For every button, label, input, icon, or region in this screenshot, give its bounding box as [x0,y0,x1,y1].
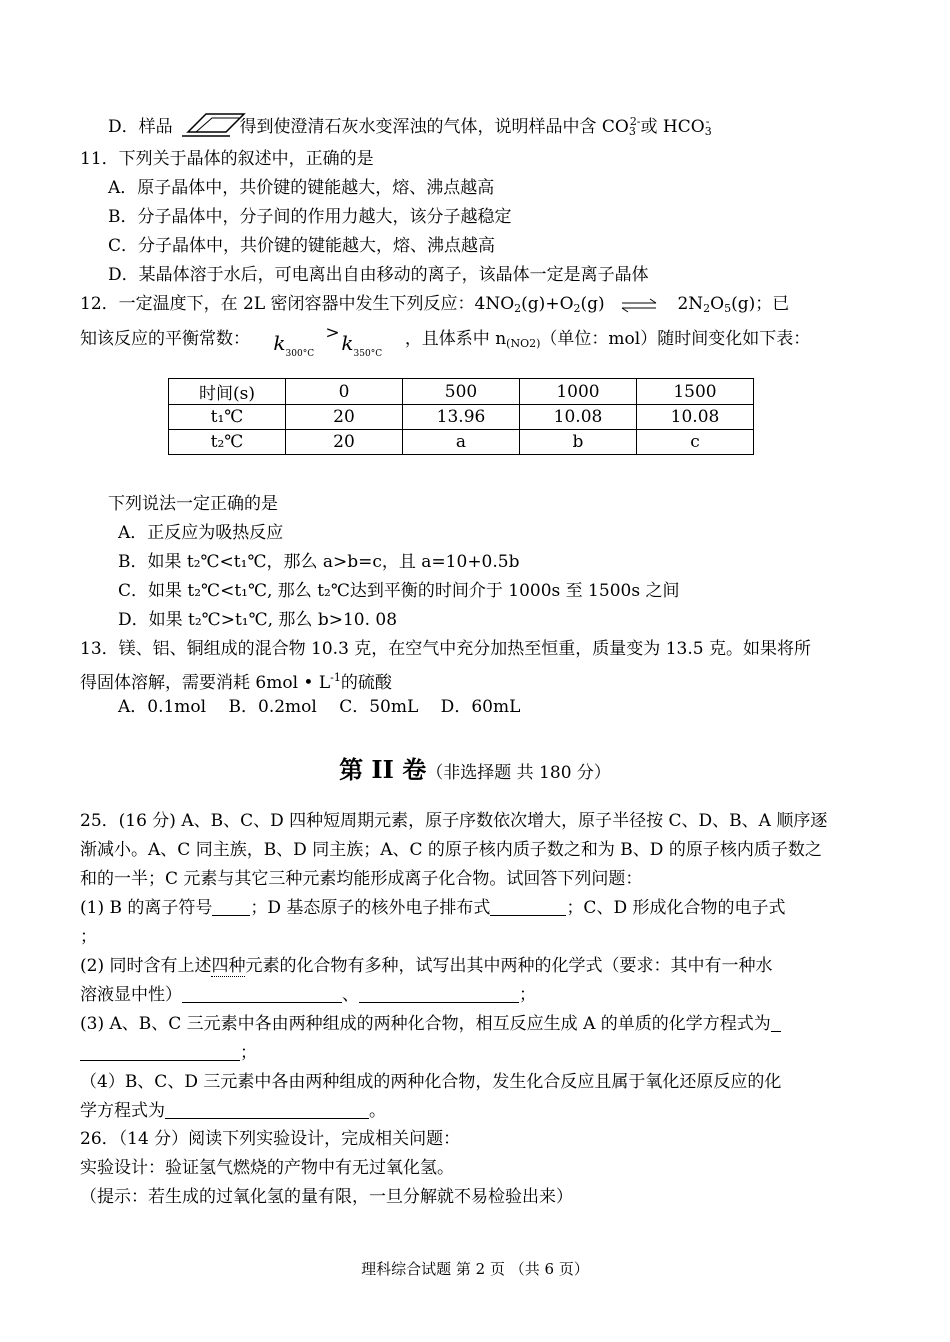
q25-part1-end: ； [80,927,97,947]
equilibrium-constant-comparison: $k_{300^\circ C}$ > $k_{350^\circ C}$ [273,323,383,359]
table-cell: 20 [286,430,403,455]
answer-blank[interactable] [182,986,342,1003]
table-cell: c [637,430,754,455]
no2-amount-table [168,378,754,455]
q25-line3: 和的一半；C 元素与其它三种元素均能形成离子化合物。试回答下列问题： [80,869,643,889]
q13-stem-line2: 得固体溶解，需要消耗 6mol • $L^{-1}$的硫酸 [80,671,392,693]
q25-line1: 25．(16 分) A、B、C、D 四种短周期元素，原子序数依次增大，原子半径按 C、D、B、A 顺序逐 [80,811,828,831]
q11-option-d: D．某晶体溶于水后，可电离出自由移动的离子，该晶体一定是离子晶体 [108,265,649,285]
table-header-row [169,379,754,405]
q12-stem: 12．一定温度下，在 2L 密闭容器中发生下列反应：$4NO_2(g)+O_2(g)$ $2N_2O_5(g)$；已 [80,294,790,315]
q12-option-c: C．如果 t₂℃<t₁℃, 那么 t₂℃达到平衡的时间介于 1000s 至 1500s 之间 [118,581,680,601]
table-cell: t₂℃ [169,430,286,455]
q26-line1: 26．（14 分）阅读下列实验设计，完成相关问题： [80,1129,461,1149]
table-cell: 0 [286,379,403,405]
table-cell: t₁℃ [169,405,286,430]
answer-blank[interactable] [771,1015,781,1032]
q10-option-d: D．样品 得到使澄清石灰水变浑浊的气体，说明样品中含 $CO_3^{2-}$或 $HCO_3^-$ [108,110,709,143]
answer-blank[interactable] [212,899,250,916]
answer-blank[interactable] [165,1102,369,1119]
table-cell: 时间(s) [169,379,286,405]
page-footer: 理科综合试题 第 2 页 （共 6 页） [361,1260,589,1278]
table-cell: 1000 [520,379,637,405]
answer-blank[interactable] [359,986,519,1003]
q26-line2: 实验设计：验证氢气燃烧的产物中有无过氧化氢。 [80,1158,454,1178]
q12-option-b: B．如果 t₂℃<t₁℃，那么 a>b=c，且 a=10+0.5b [118,552,520,572]
q25-part1: (1) B 的离子符号 ；D 基态原子的核外电子排布式 ；C、D 形成化合物的电子式 [80,898,786,918]
q25-part2: (2) 同时含有上述四种元素的化合物有多种，试写出其中两种的化学式（要求：其中有一种水 [80,956,773,976]
table-cell: 20 [286,405,403,430]
q25-part4: （4）B、C、D 三元素中各由两种组成的两种化合物，发生化合反应且属于氧化还原反应的化 [80,1072,782,1092]
q13-options: A．0.1mol B．0.2mol C．50mL D．60mL [118,697,521,717]
q12-option-d: D．如果 t₂℃>t₁℃, 那么 b>10. 08 [118,610,398,630]
equilibrium-arrow-icon [616,297,666,313]
q25-part3-line2: ； [80,1042,257,1064]
q13-stem: 13．镁、铝、铜组成的混合物 10.3 克，在空气中充分加热至恒重，质量变为 13.5 克。如果将所 [80,639,811,659]
answer-blank[interactable] [490,899,566,916]
q26-line3: （提示：若生成的过氧化氢的量有限，一旦分解就不易检验出来） [80,1187,573,1207]
q11-option-c: C．分子晶体中，共价键的键能越大，熔、沸点越高 [108,236,496,256]
answer-blank[interactable] [80,1044,240,1061]
table-cell: 1500 [637,379,754,405]
q25-part2-line2: 溶液显中性） 、 ； [80,985,536,1005]
table-cell: 10.08 [637,405,754,430]
q25-part4-line2: 学方程式为 。 [80,1101,386,1121]
table-cell: 13.96 [403,405,520,430]
q12-prompt: 下列说法一定正确的是 [108,494,278,514]
table-row [169,405,754,430]
table-cell: 10.08 [520,405,637,430]
table-cell: 500 [403,379,520,405]
q11-stem: 11．下列关于晶体的叙述中，正确的是 [80,149,374,169]
q25-part3: (3) A、B、C 三元素中各由两种组成的两种化合物，相互反应生成 A 的单质的化学方程式为 [80,1013,781,1035]
section-2-heading: 第 II 卷（非选择题 共 180 分） [339,755,611,784]
table-row [169,430,754,455]
q12-constant-line: 知该反应的平衡常数： $k_{300^\circ C}$ > $k_{350^\circ C}$ ，且体系中 $n_{(NO2)}$（单位：mol）随时间变化如下表： [80,323,811,359]
table-cell: b [520,430,637,455]
table-cell: a [403,430,520,455]
q12-option-a: A．正反应为吸热反应 [118,523,284,543]
q25-line2: 渐减小。A、C 同主族，B、D 同主族；A、C 的原子核内质子数之和为 B、D 的原子核内质子数之 [80,840,822,860]
q11-option-b: B．分子晶体中，分子间的作用力越大，该分子越稳定 [108,207,512,227]
q11-option-a: A．原子晶体中，共价键的键能越大，熔、沸点越高 [108,178,495,198]
